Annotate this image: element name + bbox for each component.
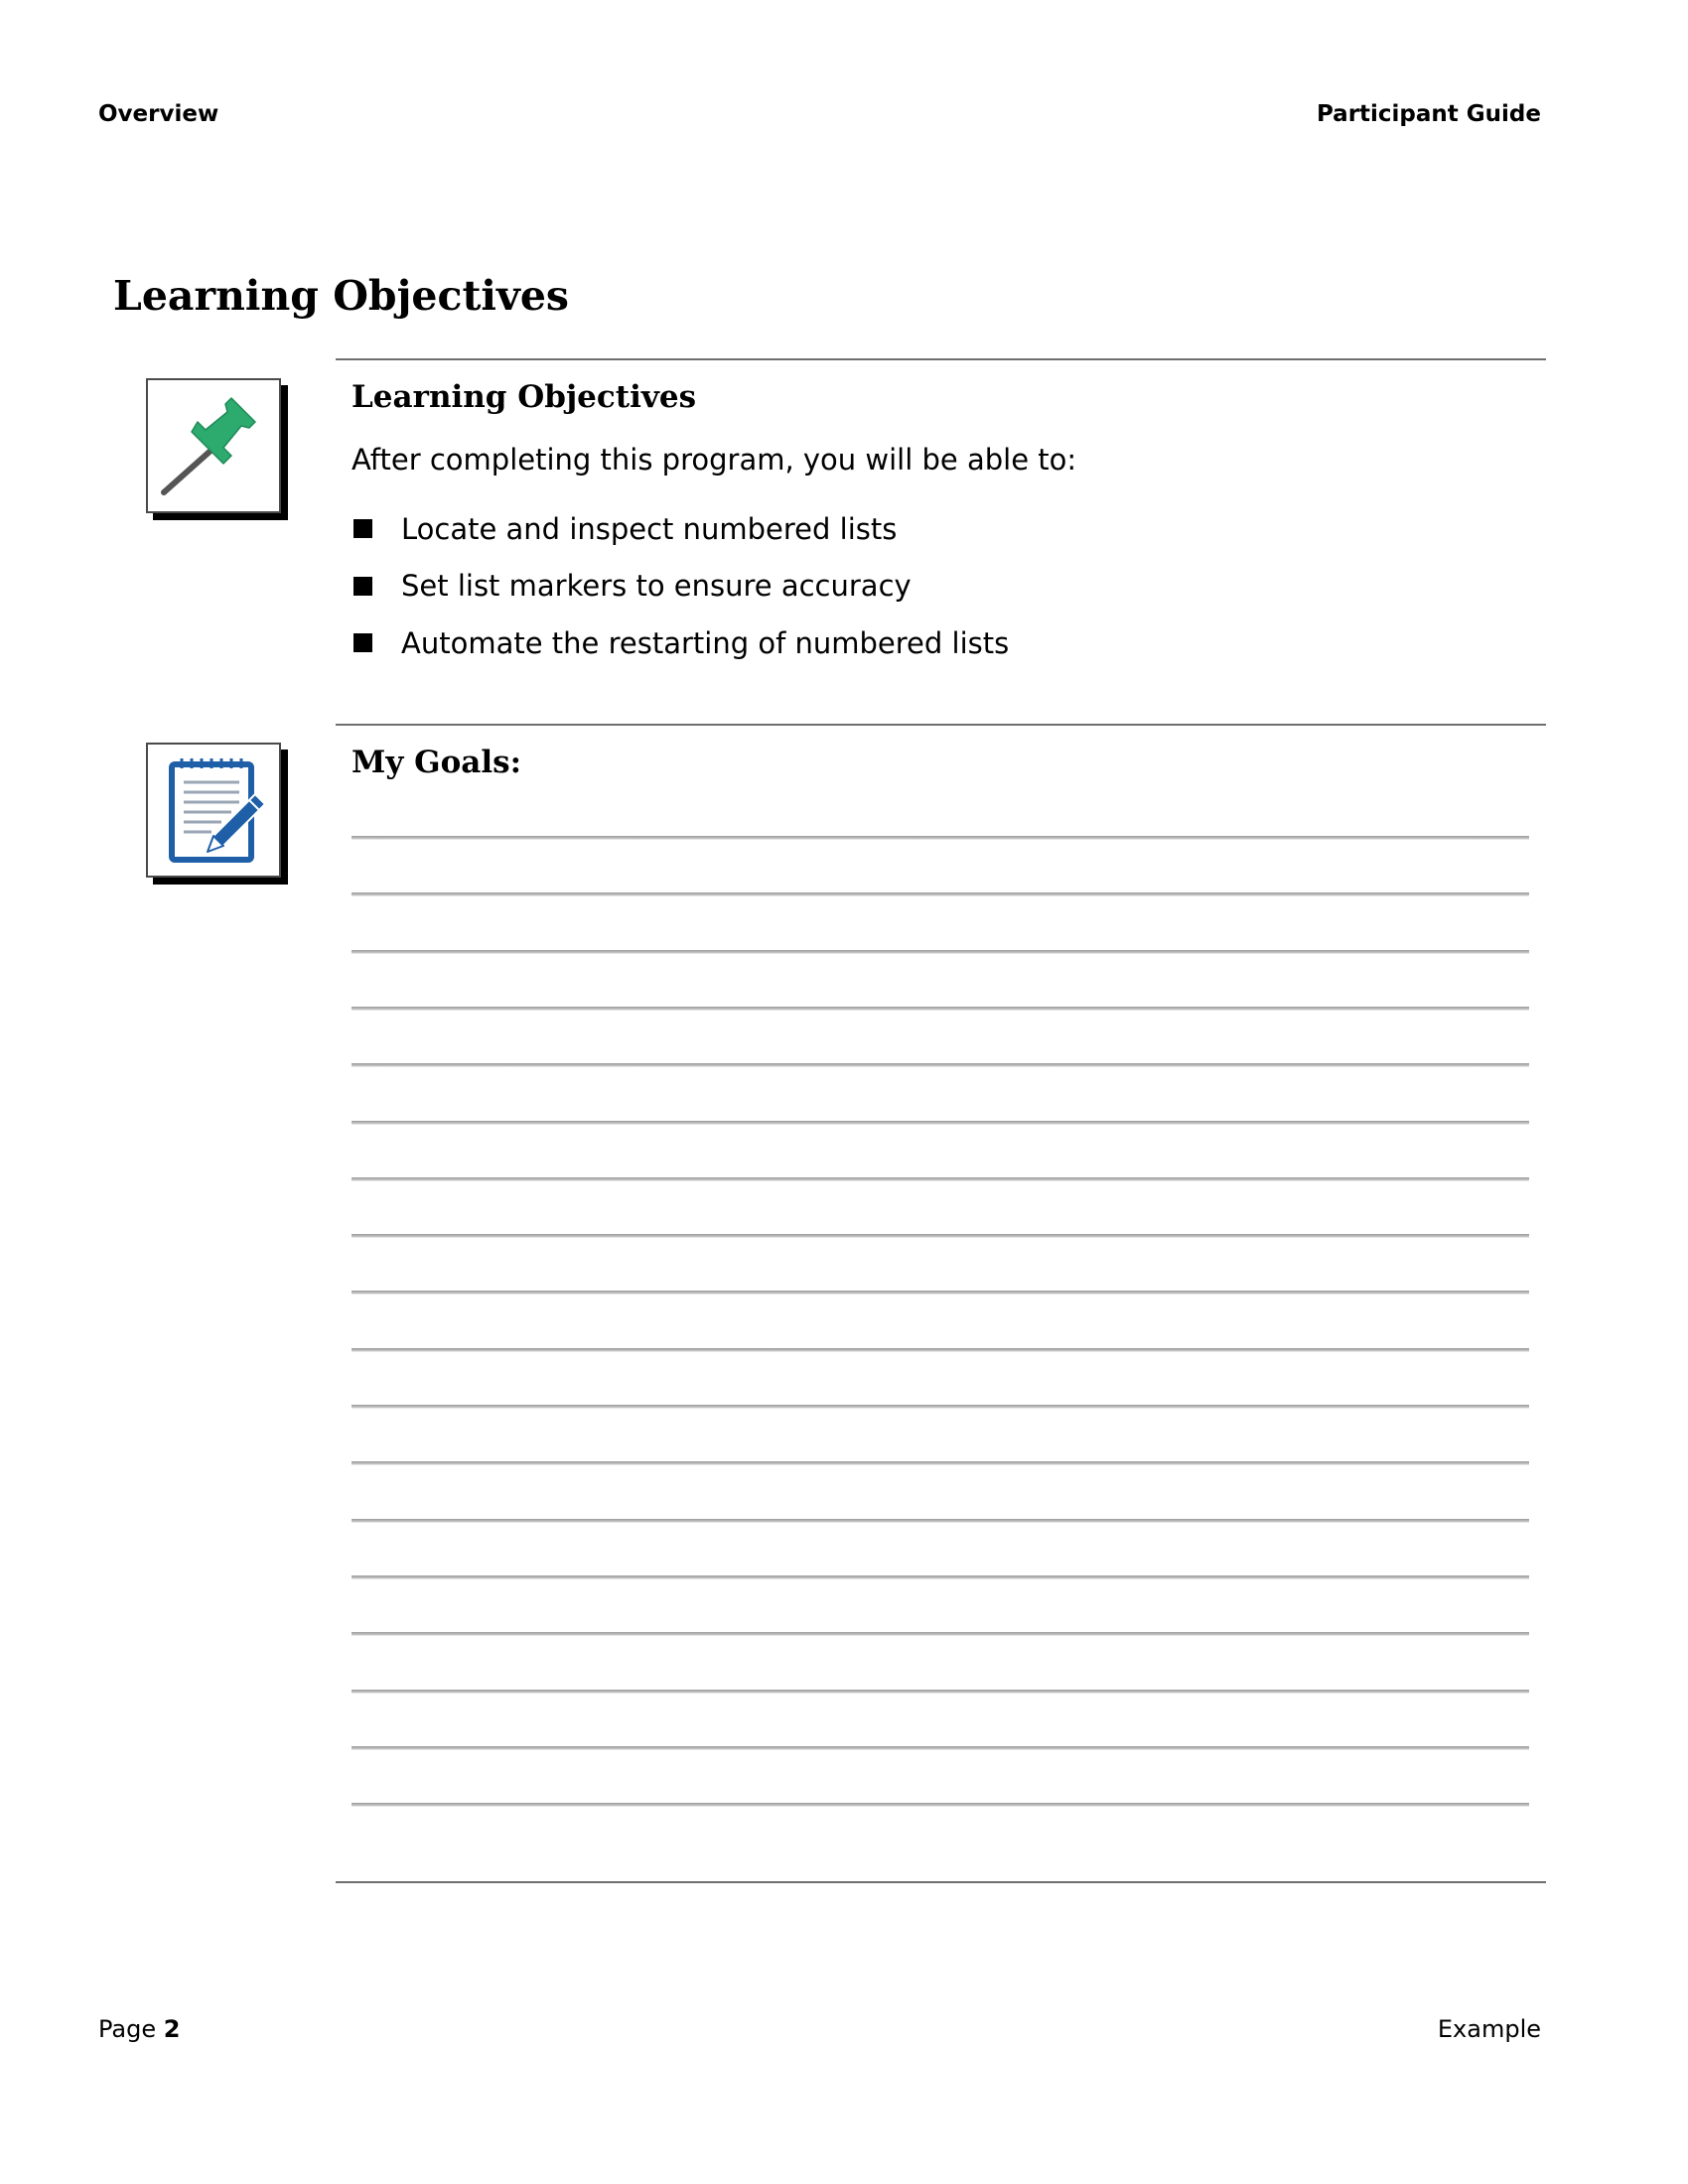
footer-page — [98, 2015, 180, 2043]
notepad-graphic — [148, 745, 279, 876]
header-left: Overview — [98, 101, 219, 127]
goal-writing-line[interactable] — [352, 1803, 1529, 1807]
objective-text: Automate the restarting of numbered lists — [401, 625, 1010, 660]
goal-writing-line[interactable] — [352, 1348, 1529, 1352]
section-divider-bottom — [336, 1881, 1546, 1883]
goal-writing-line[interactable] — [352, 1405, 1529, 1409]
notepad-pencil-icon — [146, 743, 281, 878]
page-title: Learning Objectives — [113, 272, 569, 320]
objective-text: Locate and inspect numbered lists — [401, 511, 898, 546]
square-bullet-icon — [353, 577, 372, 596]
pin-needle — [164, 452, 210, 492]
goal-writing-line[interactable] — [352, 1007, 1529, 1011]
goal-writing-line[interactable] — [352, 1121, 1529, 1125]
goal-writing-line[interactable] — [352, 1519, 1529, 1523]
footer-right: Example — [1437, 2015, 1541, 2043]
notepad-spiral — [182, 758, 241, 768]
pushpin-icon — [146, 378, 281, 513]
goal-writing-line[interactable] — [352, 1690, 1529, 1694]
goal-writing-line[interactable] — [352, 1746, 1529, 1750]
objective-text: Set list markers to ensure accuracy — [401, 569, 912, 604]
footer-page-number: 2 — [163, 2015, 181, 2043]
pin-head — [192, 398, 255, 464]
goal-writing-line[interactable] — [352, 1234, 1529, 1238]
goal-writing-line[interactable] — [352, 950, 1529, 954]
list-item — [352, 500, 1009, 558]
goal-writing-line[interactable] — [352, 1575, 1529, 1579]
square-bullet-icon — [353, 633, 372, 652]
objectives-heading: Learning Objectives — [352, 379, 697, 415]
goal-writing-line[interactable] — [352, 892, 1529, 896]
footer-page-label: Page — [98, 2015, 164, 2043]
list-item — [352, 558, 1009, 615]
objectives-intro: After completing this program, you will be able to: — [352, 443, 1077, 477]
goal-writing-line[interactable] — [352, 1063, 1529, 1067]
section-divider-top — [336, 358, 1546, 360]
goal-writing-line[interactable] — [352, 1291, 1529, 1295]
goal-writing-line[interactable] — [352, 836, 1529, 840]
square-bullet-icon — [353, 519, 372, 538]
list-item — [352, 614, 1009, 672]
goal-writing-line[interactable] — [352, 1177, 1529, 1181]
section-divider-middle — [336, 724, 1546, 726]
goal-writing-line[interactable] — [352, 1632, 1529, 1636]
pushpin-graphic — [148, 380, 279, 511]
goals-heading: My Goals: — [352, 745, 522, 780]
header-right: Participant Guide — [1316, 101, 1541, 127]
objectives-list — [352, 500, 1009, 672]
goal-writing-line[interactable] — [352, 1461, 1529, 1465]
